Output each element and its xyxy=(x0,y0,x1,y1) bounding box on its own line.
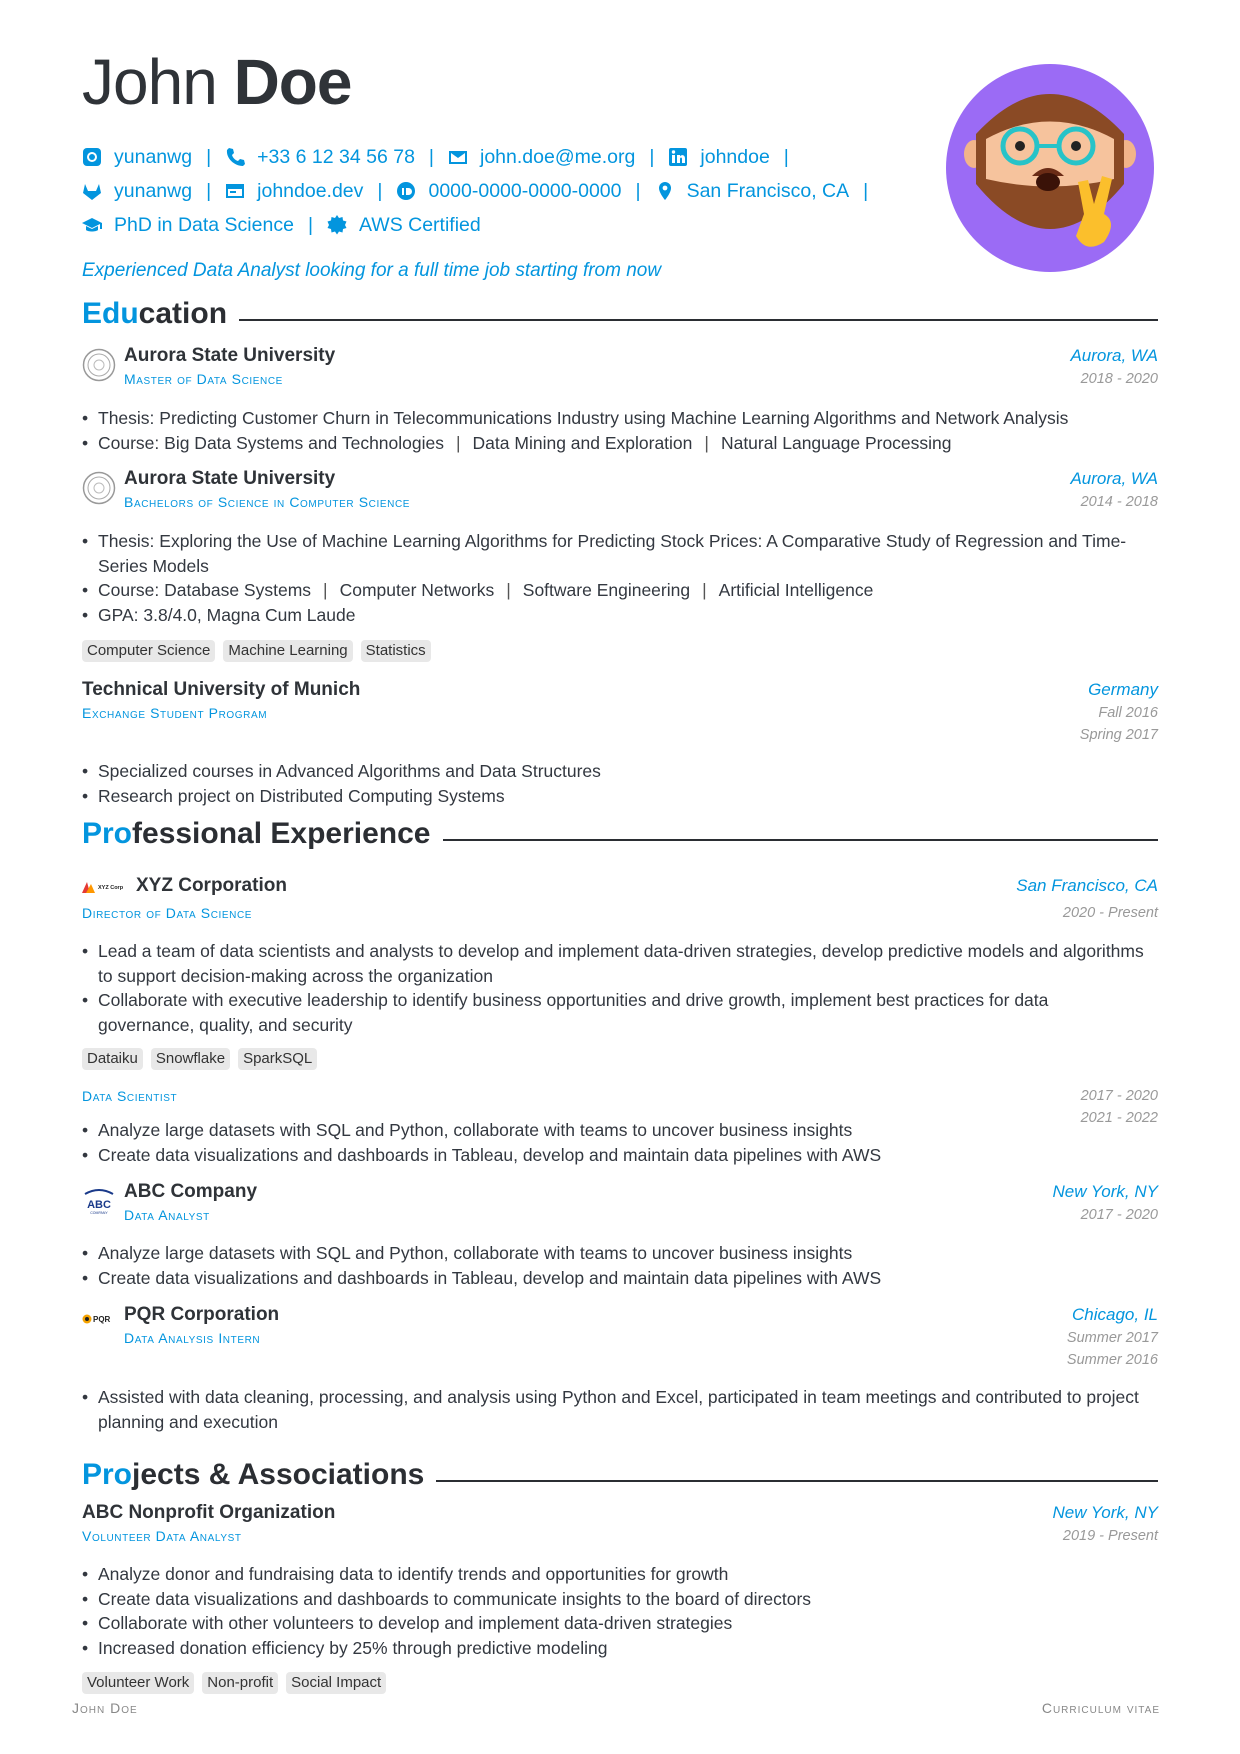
contact-website[interactable] xyxy=(225,180,363,203)
linkedin-icon xyxy=(668,147,688,167)
separator: | xyxy=(456,432,461,453)
pqr-corp-logo-icon xyxy=(82,1313,116,1325)
logo-text: XYZ Corp xyxy=(98,885,124,891)
github-icon xyxy=(82,147,102,167)
section-heading xyxy=(82,297,227,331)
list-item: • Analyze large datasets with SQL and Python, collaborate with teams to uncover business insights xyxy=(82,1118,1158,1143)
date-range: 2019 - Present xyxy=(1062,1528,1158,1544)
bullet-line: governance, quality, and security xyxy=(98,1014,353,1035)
job-title: Data Scientist xyxy=(82,1088,178,1104)
phone-icon xyxy=(225,147,245,167)
contact-label: PhD in Data Science xyxy=(114,213,294,236)
full-name xyxy=(82,46,351,118)
thesis-line: Thesis: Exploring the Use of Machine Learning Algorithms for Predicting Stock Prices: A Comparative Study of Regression and Time- xyxy=(98,531,1127,551)
tag: Snowflake xyxy=(151,1048,230,1070)
heading-highlight: Pro xyxy=(82,1458,133,1491)
tagline: Experienced Data Analyst looking for a full time job starting from now xyxy=(82,260,662,281)
heading-rest: jects & Associations xyxy=(132,1458,425,1491)
location-icon xyxy=(655,181,675,201)
date-range: 2017 - 2020 xyxy=(1080,1207,1158,1223)
footer-name: John Doe xyxy=(72,1700,138,1716)
bullet-line: to support decision-making across the organization xyxy=(98,965,493,986)
separator: | xyxy=(649,145,655,168)
date-range: 2021 - 2022 xyxy=(1080,1110,1158,1126)
logo-subtext: COMPANY xyxy=(90,1211,108,1215)
heading-rest: fessional Experience xyxy=(132,817,431,850)
list-item: • Analyze donor and fundraising data to identify trends and opportunities for growth xyxy=(82,1562,1158,1587)
website-icon xyxy=(225,181,245,201)
contact-gitlab[interactable] xyxy=(82,180,192,203)
footer-doc-type: Curriculum vitae xyxy=(1041,1700,1160,1716)
bullet-list xyxy=(82,1385,1158,1434)
location: Aurora, WA xyxy=(1070,346,1158,365)
list-item: • Research project on Distributed Computing Systems xyxy=(82,784,1158,809)
education-entry-header xyxy=(82,678,1158,748)
contact-certification xyxy=(327,214,481,237)
location: New York, NY xyxy=(1052,1503,1158,1522)
tag: Computer Science xyxy=(82,640,215,662)
bullet-list xyxy=(82,939,1158,1037)
org-name: ABC Company xyxy=(124,1181,258,1202)
degree: Bachelors of Science in Computer Science xyxy=(124,494,411,510)
location: Chicago, IL xyxy=(1072,1305,1158,1324)
tag: Social Impact xyxy=(286,1672,386,1694)
course: Artificial Intelligence xyxy=(718,580,874,600)
certificate-icon xyxy=(327,215,347,235)
separator: | xyxy=(863,179,869,202)
course-label: Course: xyxy=(98,580,160,600)
job-title: Director of Data Science xyxy=(82,905,253,921)
course: Database Systems xyxy=(164,580,312,600)
date-range: 2020 - Present xyxy=(1062,905,1158,921)
list-item xyxy=(82,431,1158,456)
list-item: • Increased donation efficiency by 25% through predictive modeling xyxy=(82,1636,1158,1661)
education-entry-header xyxy=(82,344,1158,394)
bullet-line: Assisted with data cleaning, processing, and analysis using Python and Excel, participated in team meetings and contributed to project xyxy=(98,1387,1139,1407)
tag: SparkSQL xyxy=(238,1048,317,1070)
list-item xyxy=(82,1385,1158,1434)
gitlab-icon xyxy=(82,181,102,201)
separator: | xyxy=(635,179,641,202)
section-title-projects xyxy=(82,1455,1158,1495)
list-item: • Create data visualizations and dashboards to communicate insights to the board of directors xyxy=(82,1587,1158,1612)
mail-icon xyxy=(448,147,468,167)
job-title: Data Analyst xyxy=(124,1207,210,1223)
tag: Machine Learning xyxy=(223,640,352,662)
contact-github[interactable] xyxy=(82,146,192,169)
course: Big Data Systems and Technologies xyxy=(164,432,444,453)
separator: | xyxy=(783,145,789,168)
last-name: Doe xyxy=(233,46,352,118)
bullet-line: Lead a team of data scientists and analysts to develop and implement data-driven strategies, develop predictive models and algorithms xyxy=(98,941,1144,961)
bullet-list xyxy=(82,1118,1158,1167)
list-item xyxy=(82,529,1158,578)
program: Exchange Student Program xyxy=(82,705,268,721)
experience-entry-header xyxy=(82,874,1158,926)
abc-company-logo-icon xyxy=(82,1184,116,1218)
contact-label: yunanwg xyxy=(114,145,193,168)
tag: Volunteer Work xyxy=(82,1672,194,1694)
bullet-line: planning and execution xyxy=(98,1411,279,1432)
org-name: Aurora State University xyxy=(124,345,336,366)
list-item: • GPA: 3.8/4.0, Magna Cum Laude xyxy=(82,603,1158,628)
xyz-corp-logo-icon xyxy=(82,880,126,894)
date: Summer 2016 xyxy=(1066,1352,1158,1368)
heading-highlight: Pro xyxy=(82,817,133,850)
separator: | xyxy=(307,213,314,236)
list-item: • Thesis: Predicting Customer Churn in Telecommunications Industry using Machine Learning Algorithms and Network Analysis xyxy=(82,406,1158,431)
logo-text: PQR xyxy=(93,1315,111,1324)
bullet-list xyxy=(82,759,1158,808)
separator: | xyxy=(206,145,212,168)
contact-row xyxy=(82,140,902,174)
tag: Dataiku xyxy=(82,1048,143,1070)
list-item: • Create data visualizations and dashboards in Tableau, develop and maintain data pipelines with AWS xyxy=(82,1143,1158,1168)
list-item xyxy=(82,578,1158,603)
separator: | xyxy=(506,580,511,600)
avatar xyxy=(946,64,1154,272)
degree: Master of Data Science xyxy=(124,371,283,387)
date: Spring 2017 xyxy=(1079,727,1158,743)
org-name: Technical University of Munich xyxy=(82,679,361,700)
bullet-line: Collaborate with executive leadership to identify business opportunities and drive growth, implement best practices for data xyxy=(98,990,1049,1010)
separator: | xyxy=(428,145,434,168)
graduation-cap-icon xyxy=(82,215,102,235)
date-range: 2017 - 2020 xyxy=(1080,1088,1158,1104)
location: New York, NY xyxy=(1052,1182,1158,1201)
separator: | xyxy=(206,179,212,202)
job-title: Data Analysis Intern xyxy=(124,1330,261,1346)
contact-label: yunanwg xyxy=(114,179,193,202)
bullet-list xyxy=(82,529,1158,627)
thesis-line: Series Models xyxy=(98,555,209,576)
date: Summer 2017 xyxy=(1066,1330,1158,1346)
contact-degree xyxy=(82,214,294,237)
university-seal-icon xyxy=(82,471,116,505)
orcid-icon xyxy=(396,181,416,201)
contact-label: johndoe xyxy=(700,145,770,168)
contact-label: 0000-0000-0000-0000 xyxy=(428,179,622,202)
contact-orcid[interactable] xyxy=(396,180,621,203)
project-role: Volunteer Data Analyst xyxy=(82,1528,242,1544)
contact-label: johndoe.dev xyxy=(257,179,364,202)
section-rule xyxy=(239,319,1158,321)
course: Data Mining and Exploration xyxy=(472,432,693,453)
section-title-experience xyxy=(82,814,1158,854)
date: Fall 2016 xyxy=(1098,705,1158,721)
education-entry-header xyxy=(82,467,1158,517)
experience-entry-header xyxy=(82,1180,1158,1230)
list-item xyxy=(82,939,1158,988)
tag-list xyxy=(82,1672,386,1694)
university-seal-icon xyxy=(82,348,116,382)
tag-list xyxy=(82,640,431,662)
contact-list xyxy=(82,140,902,242)
location: Germany xyxy=(1088,680,1158,699)
date-range: 2018 - 2020 xyxy=(1080,371,1158,387)
section-title-education xyxy=(82,294,1158,334)
section-heading xyxy=(82,817,431,851)
org-name: XYZ Corporation xyxy=(136,875,287,896)
contact-location[interactable] xyxy=(655,180,850,203)
contact-phone[interactable] xyxy=(225,146,415,169)
contact-label: San Francisco, CA xyxy=(686,179,850,202)
location: Aurora, WA xyxy=(1070,469,1158,488)
course: Natural Language Processing xyxy=(720,432,952,453)
tag-list xyxy=(82,1048,317,1070)
section-heading xyxy=(82,1458,424,1492)
date-range: 2014 - 2018 xyxy=(1080,494,1158,510)
heading-rest: cation xyxy=(138,297,228,330)
separator: | xyxy=(323,580,328,600)
section-rule xyxy=(443,839,1159,841)
experience-entry-header xyxy=(82,1303,1158,1373)
course-label: Course: xyxy=(98,432,160,453)
tag: Non-profit xyxy=(202,1672,278,1694)
contact-row xyxy=(82,208,902,242)
contact-linkedin[interactable] xyxy=(668,146,769,169)
contact-row xyxy=(82,174,902,208)
bullet-list xyxy=(82,406,1158,455)
list-item: • Specialized courses in Advanced Algorithms and Data Structures xyxy=(82,759,1158,784)
list-item xyxy=(82,988,1158,1037)
course: Software Engineering xyxy=(522,580,691,600)
course: Computer Networks xyxy=(339,580,495,600)
org-name: Aurora State University xyxy=(124,468,336,489)
section-rule xyxy=(436,1480,1158,1482)
contact-label: john.doe@me.org xyxy=(480,145,636,168)
list-item: • Analyze large datasets with SQL and Python, collaborate with teams to uncover business insights xyxy=(82,1241,1158,1266)
first-name: John xyxy=(82,46,217,118)
heading-highlight: Edu xyxy=(82,297,139,330)
contact-label: +33 6 12 34 56 78 xyxy=(257,145,415,168)
separator: | xyxy=(702,580,707,600)
logo-text: ABC xyxy=(87,1199,111,1211)
contact-label: AWS Certified xyxy=(359,213,481,236)
separator: | xyxy=(704,432,709,453)
location: San Francisco, CA xyxy=(1016,876,1158,895)
list-item: • Create data visualizations and dashboards in Tableau, develop and maintain data pipelines with AWS xyxy=(82,1266,1158,1291)
tag: Statistics xyxy=(361,640,431,662)
bullet-list xyxy=(82,1562,1158,1660)
list-item: • Collaborate with other volunteers to develop and implement data-driven strategies xyxy=(82,1611,1158,1636)
org-name: ABC Nonprofit Organization xyxy=(82,1502,336,1523)
bullet-list xyxy=(82,1241,1158,1290)
org-name: PQR Corporation xyxy=(124,1304,280,1325)
separator: | xyxy=(377,179,383,202)
contact-email[interactable] xyxy=(448,146,635,169)
project-entry-header xyxy=(82,1501,1158,1551)
